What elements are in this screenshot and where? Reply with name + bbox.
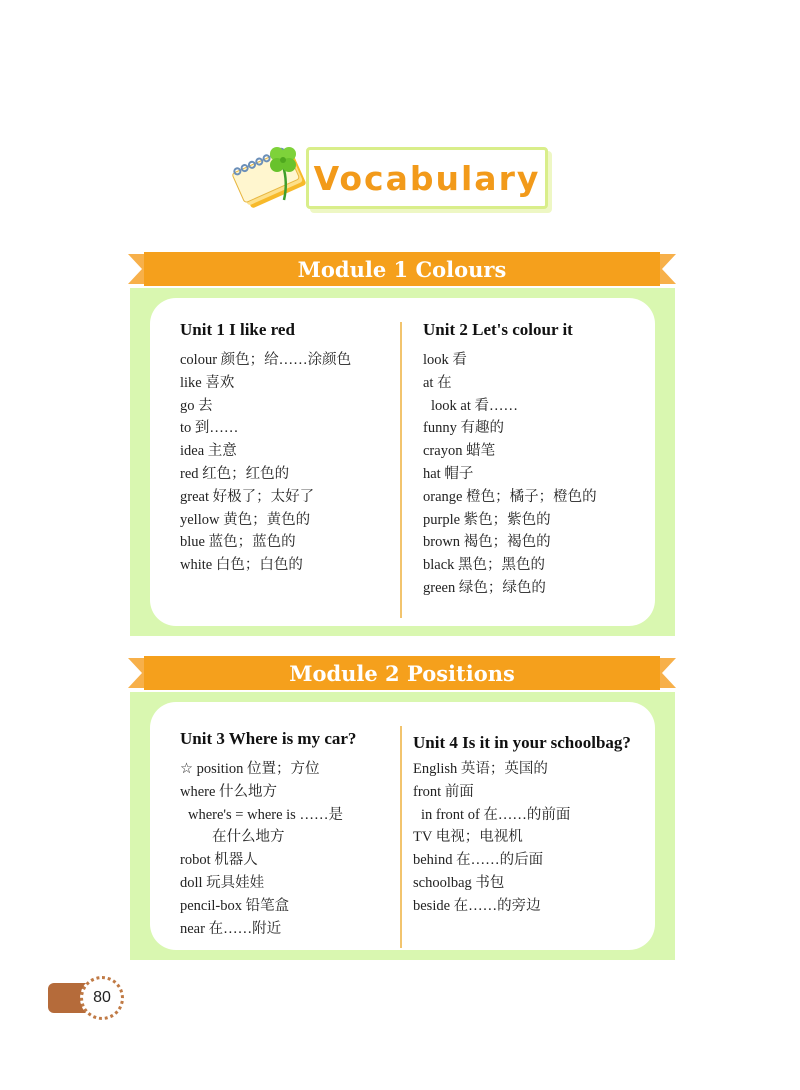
- unit-1-title: Unit 1 I like red: [180, 320, 295, 339]
- vocab-item: idea 主意: [180, 443, 237, 460]
- vocab-item: yellow 黄色；黄色的: [180, 511, 311, 528]
- vocab-item: red 红色；红色的: [180, 465, 290, 482]
- vocab-item: colour 颜色；给……涂颜色: [180, 352, 352, 368]
- vocab-item: in front of 在……的前面: [421, 806, 571, 823]
- vocab-item: purple 紫色；紫色的: [423, 511, 551, 528]
- vocab-item: white 白色；白色的: [180, 557, 303, 574]
- vocab-item: at 在: [423, 374, 452, 391]
- module-2-ribbon: [128, 656, 676, 690]
- vocab-item: funny 有趣的: [423, 420, 504, 437]
- unit-2-word-list: [423, 349, 597, 600]
- vocab-item: 在什么地方: [212, 829, 285, 846]
- vocab-item: crayon 蜡笔: [423, 443, 496, 460]
- vocab-item: behind 在……的后面: [413, 852, 544, 869]
- page-title: Vocabulary: [313, 158, 541, 198]
- vocab-item: orange 橙色；橘子；橙色的: [423, 488, 597, 505]
- unit-4-title: Unit 4 Is it in your schoolbag?: [413, 733, 631, 752]
- vocab-item: green 绿色；绿色的: [423, 579, 546, 596]
- unit-1-column: [180, 320, 351, 577]
- vocab-item: where 什么地方: [180, 783, 278, 800]
- vocab-item: go 去: [180, 397, 213, 414]
- vocab-item: black 黑色；黑色的: [423, 557, 546, 574]
- vocab-item: beside 在……的旁边: [413, 897, 541, 914]
- column-divider: [400, 322, 402, 618]
- unit-2-column: [423, 320, 597, 600]
- module-2-card: [150, 702, 655, 950]
- vocab-item: ☆ position 位置；方位: [180, 761, 320, 777]
- vocab-item: near 在……附近: [180, 920, 282, 937]
- vocab-item: look 看: [423, 352, 467, 368]
- vocab-item: great 好极了；太好了: [180, 488, 315, 505]
- unit-3-title: Unit 3 Where is my car?: [180, 729, 357, 748]
- module-2-panel: [130, 692, 675, 960]
- vocab-item: doll 玩具娃娃: [180, 874, 265, 891]
- vocab-item: TV 电视；电视机: [413, 829, 523, 846]
- module-1-card: [150, 298, 655, 626]
- module-1-panel: [130, 288, 675, 636]
- vocab-item: pencil-box 铅笔盒: [180, 897, 290, 914]
- vocab-item: brown 褐色；褐色的: [423, 534, 551, 551]
- unit-4-word-list: [413, 758, 631, 918]
- module-1-title: Module 1 Colours: [297, 256, 507, 282]
- unit-3-word-list: [180, 758, 356, 940]
- vocab-item: blue 蓝色；蓝色的: [180, 534, 296, 551]
- unit-2-title: Unit 2 Let's colour it: [423, 320, 573, 339]
- module-2-title: Module 2 Positions: [289, 660, 515, 686]
- vocab-item: hat 帽子: [423, 465, 474, 482]
- vocab-item: to 到……: [180, 420, 239, 437]
- notebook-clover-icon: [228, 140, 318, 215]
- vocabulary-header: [228, 140, 550, 215]
- vocab-item: English 英语；英国的: [413, 761, 548, 777]
- unit-3-column: [180, 729, 356, 940]
- vocab-item: where's = where is ……是: [188, 806, 343, 823]
- vocab-item: like 喜欢: [180, 374, 235, 391]
- module-1-ribbon: [128, 252, 676, 286]
- page-number: 80: [80, 976, 124, 1020]
- vocab-item: robot 机器人: [180, 852, 258, 869]
- title-frame: [306, 147, 548, 209]
- vocab-item: front 前面: [413, 783, 474, 800]
- column-divider: [400, 726, 402, 948]
- vocab-item: schoolbag 书包: [413, 874, 505, 891]
- unit-4-column: [413, 733, 631, 918]
- vocab-item: look at 看……: [431, 397, 518, 414]
- unit-1-word-list: [180, 349, 351, 577]
